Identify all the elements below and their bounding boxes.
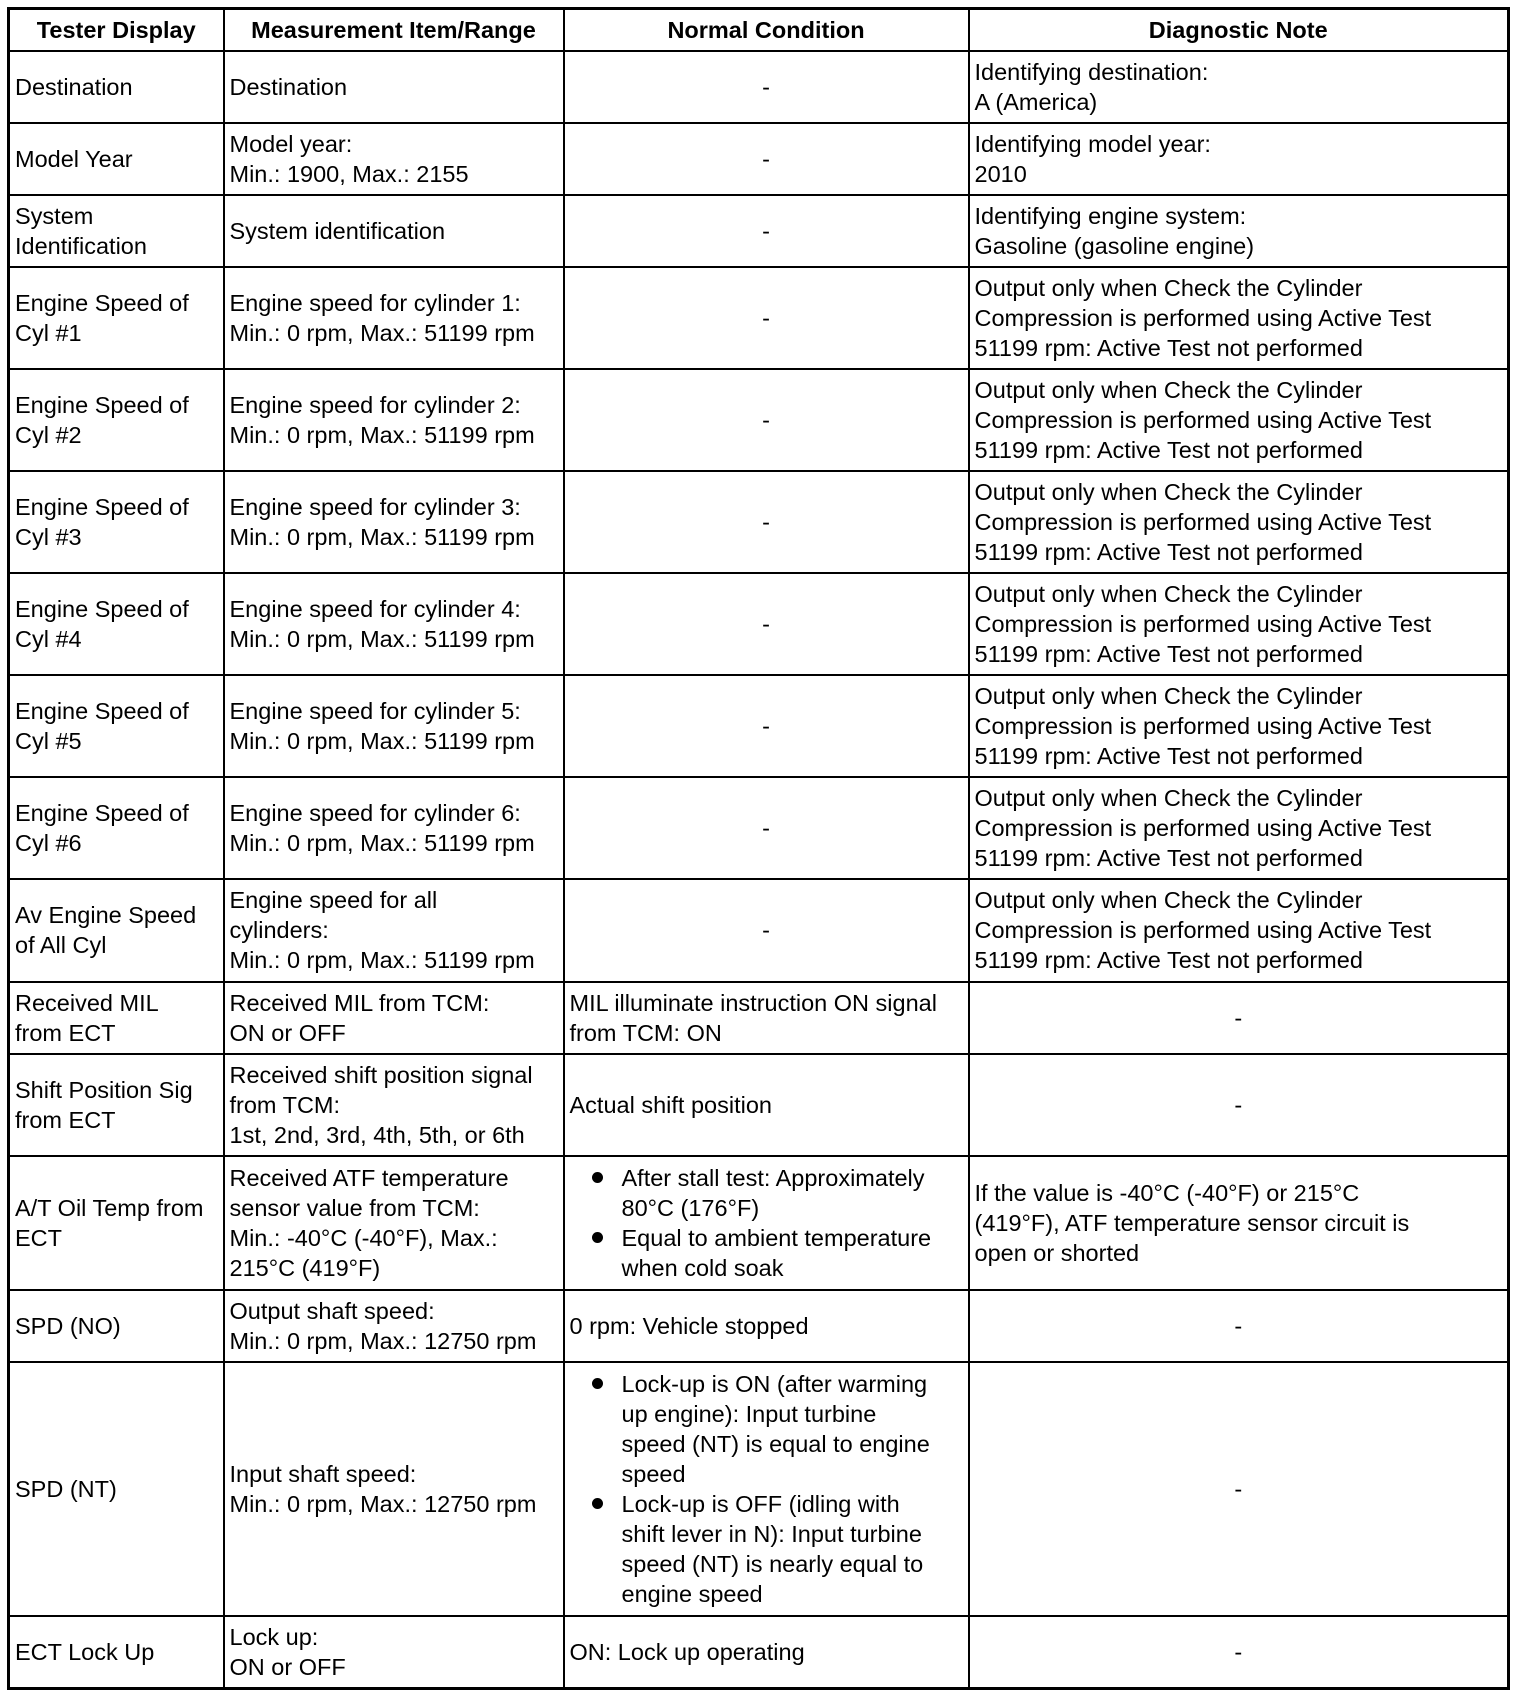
text-line: Shift Position Sig — [15, 1076, 193, 1103]
text-line: SPD (NO) — [15, 1312, 121, 1339]
text-line: Engine speed for cylinder 6: — [229, 800, 521, 827]
text-line: Output only when Check the Cylinder — [974, 274, 1363, 301]
cell-measurement — [224, 123, 564, 195]
text-line: After stall test: Approximately — [621, 1164, 925, 1191]
bullet-item — [570, 1163, 963, 1223]
cell-diagnostic-note — [969, 123, 1509, 195]
cell-normal-condition — [564, 1156, 969, 1290]
cell-normal-condition — [564, 573, 969, 675]
cell-diagnostic-note — [969, 369, 1509, 471]
text-line: from ECT — [15, 1019, 116, 1046]
cell-tester-display — [9, 982, 224, 1054]
text-line: Engine speed for cylinder 5: — [229, 698, 521, 725]
text-line: when cold soak — [621, 1254, 784, 1281]
text-line: open or shorted — [974, 1239, 1140, 1266]
cell-measurement — [224, 1362, 564, 1616]
cell-normal-condition — [564, 879, 969, 981]
text-line: ON or OFF — [229, 1654, 346, 1681]
text-line: - — [762, 217, 770, 244]
text-line: Destination — [15, 73, 133, 100]
text-line: shift lever in N): Input turbine — [621, 1521, 922, 1548]
text-line: 51199 rpm: Active Test not performed — [974, 334, 1363, 361]
cell-diagnostic-note — [969, 267, 1509, 369]
table-row — [9, 267, 1509, 369]
cell-normal-condition — [564, 51, 969, 123]
cell-normal-condition — [564, 471, 969, 573]
cell-tester-display — [9, 1054, 224, 1156]
text-line: Engine Speed of — [15, 800, 189, 827]
cell-normal-condition — [564, 1054, 969, 1156]
cell-measurement — [224, 1290, 564, 1362]
text-line: 2010 — [974, 160, 1027, 187]
cell-tester-display — [9, 369, 224, 471]
text-line: Engine Speed of — [15, 698, 189, 725]
header-tester-display: Tester Display — [9, 9, 224, 51]
text-line: - — [1234, 1004, 1243, 1031]
cell-normal-condition — [564, 267, 969, 369]
text-line: from TCM: ON — [569, 1019, 722, 1046]
cell-normal-condition — [564, 123, 969, 195]
text-line: Compression is performed using Active Test — [974, 304, 1432, 331]
text-line: Lock up: — [229, 1624, 319, 1651]
text-line: speed — [621, 1461, 686, 1488]
text-line: - — [762, 713, 770, 740]
text-line: - — [762, 406, 770, 433]
text-line: Identification — [15, 232, 147, 259]
text-line: - — [762, 73, 770, 100]
cell-measurement — [224, 573, 564, 675]
text-line: - — [762, 509, 770, 535]
text-line: 51199 rpm: Active Test not performed — [974, 641, 1363, 668]
table-row — [9, 369, 1509, 471]
text-line: 51199 rpm: Active Test not performed — [974, 947, 1363, 974]
cell-measurement — [224, 1156, 564, 1290]
text-line: ON: Lock up operating — [569, 1639, 805, 1666]
text-line: speed (NT) is nearly equal to — [621, 1551, 924, 1578]
cell-tester-display — [9, 51, 224, 123]
cell-measurement — [224, 471, 564, 573]
cell-tester-display — [9, 123, 224, 195]
text-line: Engine Speed of — [15, 289, 189, 316]
text-line: SPD (NT) — [15, 1476, 117, 1503]
text-line: A (America) — [974, 88, 1098, 115]
text-line: MIL illuminate instruction ON signal — [569, 989, 937, 1016]
text-line: Engine Speed of — [15, 494, 189, 520]
table-row — [9, 777, 1509, 879]
text-line: Output only when Check the Cylinder — [974, 785, 1363, 812]
cell-tester-display — [9, 573, 224, 675]
cell-normal-condition — [564, 1290, 969, 1362]
text-line: - — [1234, 1091, 1243, 1118]
cell-normal-condition — [564, 777, 969, 879]
text-line: Input shaft speed: — [229, 1461, 417, 1488]
text-line: Cyl #5 — [15, 728, 82, 755]
text-line: Min.: 0 rpm, Max.: 51199 rpm — [229, 421, 535, 448]
text-line: Min.: 0 rpm, Max.: 12750 rpm — [229, 1491, 537, 1518]
text-line: Min.: -40°C (-40°F), Max.: — [229, 1224, 498, 1251]
cell-measurement — [224, 1616, 564, 1688]
text-line: Engine speed for cylinder 3: — [229, 494, 521, 520]
table-row — [9, 1362, 1509, 1616]
cell-tester-display — [9, 195, 224, 267]
text-line: of All Cyl — [15, 932, 107, 959]
cell-tester-display — [9, 675, 224, 777]
cell-diagnostic-note — [969, 982, 1509, 1054]
text-line: Lock-up is ON (after warming — [621, 1371, 928, 1398]
cell-measurement — [224, 675, 564, 777]
text-line: Output only when Check the Cylinder — [974, 479, 1363, 505]
text-line: System — [15, 202, 94, 229]
text-line: Cyl #6 — [15, 830, 82, 857]
text-line: Actual shift position — [569, 1091, 772, 1118]
header-normal-condition: Normal Condition — [564, 9, 969, 51]
table-row — [9, 123, 1509, 195]
cell-tester-display — [9, 1616, 224, 1688]
cell-diagnostic-note — [969, 573, 1509, 675]
text-line: - — [762, 815, 770, 842]
text-line: Min.: 0 rpm, Max.: 12750 rpm — [229, 1327, 537, 1354]
cell-diagnostic-note — [969, 1362, 1509, 1616]
text-line: 51199 rpm: Active Test not performed — [974, 436, 1363, 463]
text-line: - — [762, 145, 770, 172]
cell-normal-condition — [564, 982, 969, 1054]
table-row — [9, 1290, 1509, 1362]
text-line: Lock-up is OFF (idling with — [621, 1491, 900, 1518]
text-line: Engine Speed of — [15, 391, 189, 418]
text-line: Output only when Check the Cylinder — [974, 683, 1363, 710]
cell-measurement — [224, 982, 564, 1054]
text-line: Av Engine Speed — [15, 902, 197, 929]
text-line: 215°C (419°F) — [229, 1254, 381, 1281]
cell-normal-condition — [564, 369, 969, 471]
text-line: Compression is performed using Active Test — [974, 611, 1432, 638]
text-line: Min.: 1900, Max.: 2155 — [229, 160, 469, 187]
text-line: Engine speed for cylinder 1: — [229, 289, 521, 316]
text-line: Received shift position signal — [229, 1061, 533, 1088]
text-line: 1st, 2nd, 3rd, 4th, 5th, or 6th — [229, 1121, 525, 1148]
text-line: from TCM: — [229, 1091, 341, 1118]
text-line: Cyl #1 — [15, 319, 82, 346]
cell-diagnostic-note — [969, 777, 1509, 879]
cell-normal-condition — [564, 1362, 969, 1616]
text-line: - — [1234, 1312, 1243, 1339]
text-line: System identification — [229, 217, 446, 244]
table-row — [9, 1156, 1509, 1290]
text-line: - — [762, 304, 770, 331]
header-diagnostic-note: Diagnostic Note — [969, 9, 1509, 51]
text-line: - — [1234, 1476, 1243, 1503]
text-line: Cyl #3 — [15, 524, 82, 550]
cell-diagnostic-note — [969, 195, 1509, 267]
cell-diagnostic-note — [969, 51, 1509, 123]
text-line: Compression is performed using Active Test — [974, 509, 1432, 535]
text-line: If the value is -40°C (-40°F) or 215°C — [974, 1179, 1360, 1206]
text-line: 51199 rpm: Active Test not performed — [974, 743, 1363, 770]
text-line: Identifying destination: — [974, 58, 1209, 85]
text-line: - — [762, 611, 770, 638]
bullet-list — [570, 1369, 963, 1609]
header-measurement-item: Measurement Item/Range — [224, 9, 564, 51]
text-line: speed (NT) is equal to engine — [621, 1431, 930, 1458]
text-line: Model Year — [15, 145, 133, 172]
text-line: ON or OFF — [229, 1019, 346, 1046]
text-line: Compression is performed using Active Test — [974, 917, 1432, 944]
text-line: Equal to ambient temperature — [621, 1224, 932, 1251]
cell-diagnostic-note — [969, 471, 1509, 573]
cell-tester-display — [9, 471, 224, 573]
text-line: Model year: — [229, 130, 353, 157]
text-line: Received ATF temperature — [229, 1164, 509, 1191]
text-line: Identifying engine system: — [974, 202, 1247, 229]
text-line: Compression is performed using Active Test — [974, 815, 1432, 842]
text-line: from ECT — [15, 1106, 116, 1133]
cell-diagnostic-note — [969, 1616, 1509, 1688]
cell-measurement — [224, 267, 564, 369]
text-line: Received MIL from TCM: — [229, 989, 490, 1016]
cell-measurement — [224, 195, 564, 267]
bullet-item — [570, 1223, 963, 1283]
table-row — [9, 982, 1509, 1054]
text-line: Output only when Check the Cylinder — [974, 376, 1363, 403]
text-line: cylinders: — [229, 917, 329, 944]
text-line: Min.: 0 rpm, Max.: 51199 rpm — [229, 524, 535, 550]
text-line: Engine Speed of — [15, 596, 189, 623]
table-row — [9, 195, 1509, 267]
text-line: Compression is performed using Active Test — [974, 406, 1432, 433]
cell-measurement — [224, 777, 564, 879]
table-row — [9, 879, 1509, 981]
text-line: Min.: 0 rpm, Max.: 51199 rpm — [229, 728, 535, 755]
text-line: 51199 rpm: Active Test not performed — [974, 539, 1363, 565]
cell-normal-condition — [564, 675, 969, 777]
text-line: ECT Lock Up — [15, 1639, 155, 1666]
text-line: Engine speed for cylinder 2: — [229, 391, 521, 418]
table-row — [9, 1054, 1509, 1156]
text-line: Identifying model year: — [974, 130, 1211, 157]
text-line: 51199 rpm: Active Test not performed — [974, 845, 1363, 872]
text-line: Output only when Check the Cylinder — [974, 581, 1363, 608]
text-line: 0 rpm: Vehicle stopped — [569, 1312, 809, 1339]
bullet-list — [570, 1163, 963, 1283]
cell-measurement — [224, 51, 564, 123]
text-line: Gasoline (gasoline engine) — [974, 232, 1255, 259]
text-line: Cyl #4 — [15, 626, 82, 653]
text-line: Cyl #2 — [15, 421, 82, 448]
cell-tester-display — [9, 1156, 224, 1290]
cell-diagnostic-note — [969, 1054, 1509, 1156]
text-line: Output only when Check the Cylinder — [974, 887, 1363, 914]
bullet-item — [570, 1489, 963, 1609]
cell-tester-display — [9, 1362, 224, 1616]
text-line: 80°C (176°F) — [621, 1194, 760, 1221]
text-line: - — [1234, 1639, 1243, 1666]
text-line: up engine): Input turbine — [621, 1401, 877, 1428]
text-line: Destination — [229, 73, 348, 100]
table-row — [9, 573, 1509, 675]
text-line: Received MIL — [15, 989, 159, 1016]
table-row — [9, 675, 1509, 777]
text-line: Min.: 0 rpm, Max.: 51199 rpm — [229, 830, 535, 857]
header-row — [9, 9, 1509, 51]
text-line: - — [762, 917, 770, 944]
cell-measurement — [224, 879, 564, 981]
table-row — [9, 471, 1509, 573]
cell-tester-display — [9, 267, 224, 369]
text-line: ECT — [15, 1224, 62, 1251]
cell-tester-display — [9, 879, 224, 981]
cell-measurement — [224, 369, 564, 471]
cell-normal-condition — [564, 1616, 969, 1688]
cell-diagnostic-note — [969, 879, 1509, 981]
cell-diagnostic-note — [969, 1290, 1509, 1362]
text-line: Engine speed for cylinder 4: — [229, 596, 521, 623]
bullet-item — [570, 1369, 963, 1489]
text-line: A/T Oil Temp from — [15, 1194, 204, 1221]
table-row — [9, 51, 1509, 123]
text-line: Min.: 0 rpm, Max.: 51199 rpm — [229, 319, 535, 346]
text-line: Output shaft speed: — [229, 1297, 435, 1324]
text-line: Compression is performed using Active Test — [974, 713, 1432, 740]
text-line: engine speed — [621, 1581, 763, 1608]
table-row — [9, 1616, 1509, 1688]
text-line: Min.: 0 rpm, Max.: 51199 rpm — [229, 947, 535, 974]
text-line: (419°F), ATF temperature sensor circuit is — [974, 1209, 1410, 1236]
text-line: Min.: 0 rpm, Max.: 51199 rpm — [229, 626, 535, 653]
data-list-table — [7, 7, 1510, 1690]
cell-tester-display — [9, 777, 224, 879]
cell-diagnostic-note — [969, 1156, 1509, 1290]
cell-normal-condition — [564, 195, 969, 267]
cell-diagnostic-note — [969, 675, 1509, 777]
text-line: Engine speed for all — [229, 887, 438, 914]
cell-measurement — [224, 1054, 564, 1156]
cell-tester-display — [9, 1290, 224, 1362]
text-line: sensor value from TCM: — [229, 1194, 480, 1221]
